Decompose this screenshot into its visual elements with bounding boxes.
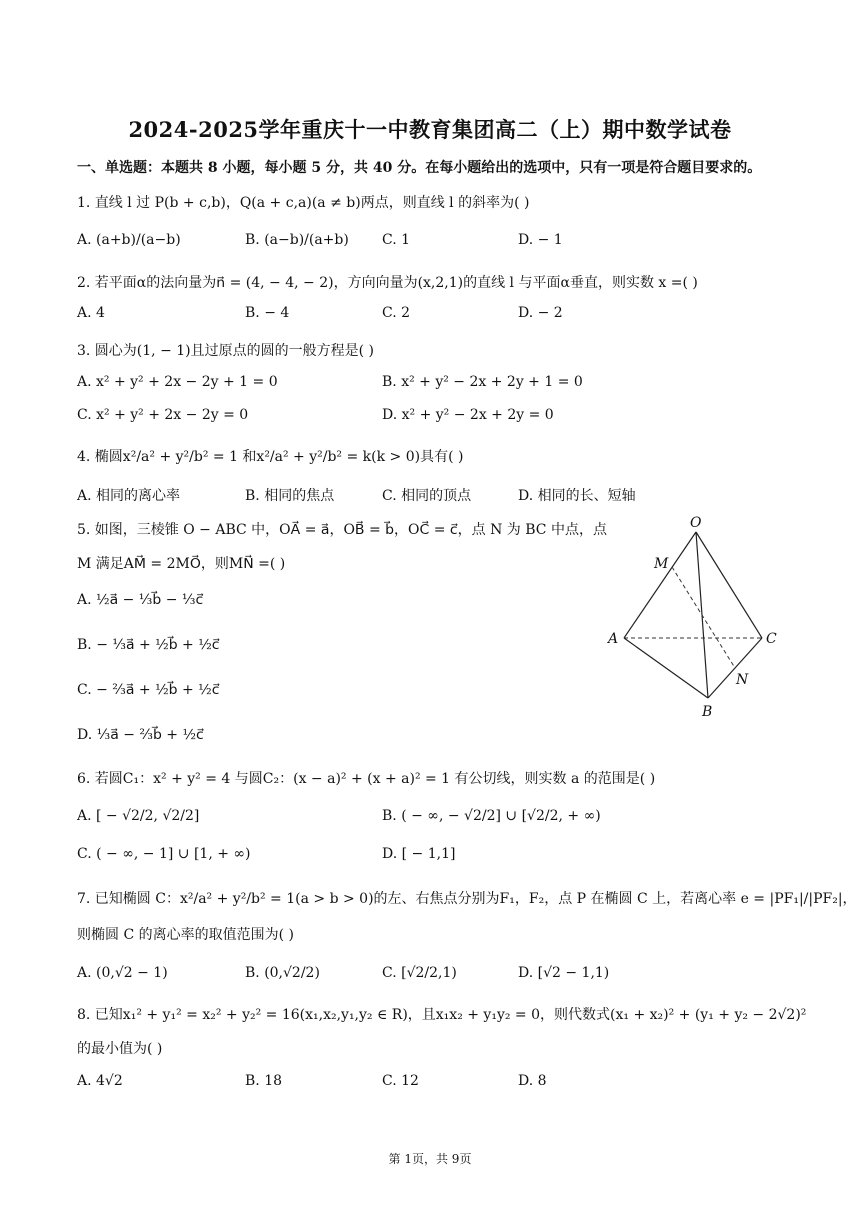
edge-oa — [624, 532, 696, 638]
q8-option-c: C. 12 — [382, 1073, 419, 1089]
question-2-stem: 2. 若平面α的法向量为n⃗ = (4, − 4, − 2)，方向向量为(x,2,1)的直线 l 与平面α垂直，则实数 x =( ) — [77, 275, 698, 291]
q8-option-d: D. 8 — [518, 1073, 547, 1089]
label-m: M — [654, 556, 669, 572]
label-a: A — [608, 631, 619, 647]
q4-option-d: D. 相同的长、短轴 — [518, 488, 636, 504]
q2-option-c: C. 2 — [382, 305, 411, 321]
q2-option-b: B. − 4 — [245, 305, 290, 321]
q1-option-b: B. (a−b)/(a+b) — [245, 232, 349, 248]
q6-option-b: B. ( − ∞, − √2/2] ∪ [√2/2, + ∞) — [382, 808, 601, 824]
tetrahedron-figure — [604, 512, 794, 722]
q3-option-c: C. x² + y² + 2x − 2y = 0 — [77, 407, 249, 423]
question-1-stem: 1. 直线 l 过 P(b + c,b)，Q(a + c,a)(a ≠ b)两点，则直线 l 的斜率为( ) — [77, 195, 530, 211]
question-8-stem: 8. 已知x₁² + y₁² = x₂² + y₂² = 16(x₁,x₂,y₁,y₂ ∈ R)，且x₁x₂ + y₁y₂ = 0，则代数式(x₁ + x₂)² + (y₁ + y₂ − 2√2)² — [77, 1007, 807, 1023]
q1-option-d: D. − 1 — [518, 232, 563, 248]
q4-option-a: A. 相同的离心率 — [77, 488, 181, 504]
q5-option-a: A. ½a⃗ − ⅓b⃗ − ⅓c⃗ — [77, 592, 204, 608]
q6-option-d: D. [ − 1,1] — [382, 846, 456, 862]
q5-option-b: B. − ⅓a⃗ + ½b⃗ + ½c⃗ — [77, 637, 220, 653]
page-footer: 第 1页，共 9页 — [388, 1152, 472, 1166]
q6-option-c: C. ( − ∞, − 1] ∪ [1, + ∞) — [77, 846, 251, 862]
question-5-stem-line2: M 满足AM⃗ = 2MO⃗，则MN⃗ =( ) — [77, 556, 286, 572]
q2-option-d: D. − 2 — [518, 305, 563, 321]
q4-option-c: C. 相同的顶点 — [382, 488, 472, 504]
q1-option-c: C. 1 — [382, 232, 411, 248]
section-heading: 一、单选题：本题共 8 小题，每小题 5 分，共 40 分。在每小题给出的选项中，只有一项是符合题目要求的。 — [77, 160, 762, 176]
q7-option-a: A. (0,√2 − 1) — [77, 965, 168, 981]
question-6-stem: 6. 若圆C₁：x² + y² = 4 与圆C₂：(x − a)² + (x + a)² = 1 有公切线，则实数 a 的范围是( ) — [77, 771, 656, 787]
q1-option-a: A. (a+b)/(a−b) — [77, 232, 181, 248]
q7-option-d: D. [√2 − 1,1) — [518, 965, 610, 981]
question-8-stem-line2: 的最小值为( ) — [77, 1041, 163, 1057]
question-5-stem: 5. 如图，三棱锥 O − ABC 中，OA⃗ = a⃗，OB⃗ = b⃗，OC⃗ = c⃗，点 N 为 BC 中点，点 — [77, 522, 607, 538]
question-3-stem: 3. 圆心为(1, − 1)且过原点的圆的一般方程是( ) — [77, 343, 375, 359]
q8-option-a: A. 4√2 — [77, 1073, 123, 1089]
q3-option-b: B. x² + y² − 2x + 2y + 1 = 0 — [382, 374, 583, 390]
label-n: N — [736, 672, 749, 688]
edge-ab — [624, 638, 708, 698]
question-7-stem-line2: 则椭圆 C 的离心率的取值范围为( ) — [77, 927, 294, 943]
q8-option-b: B. 18 — [245, 1073, 283, 1089]
q3-option-a: A. x² + y² + 2x − 2y + 1 = 0 — [77, 374, 278, 390]
q4-option-b: B. 相同的焦点 — [245, 488, 335, 504]
q7-option-c: C. [√2/2,1) — [382, 965, 457, 981]
label-b: B — [702, 704, 713, 720]
q5-option-c: C. − ⅔a⃗ + ½b⃗ + ½c⃗ — [77, 682, 220, 698]
segment-mn — [672, 567, 735, 668]
question-4-stem: 4. 椭圆x²/a² + y²/b² = 1 和x²/a² + y²/b² = k(k > 0)具有( ) — [77, 449, 464, 465]
question-7-stem: 7. 已知椭圆 C：x²/a² + y²/b² = 1(a > b > 0)的左、右焦点分别为F₁，F₂，点 P 在椭圆 C 上，若离心率 e = |PF₁|/|PF₂|， — [77, 891, 857, 907]
label-o: O — [690, 515, 702, 531]
q3-option-d: D. x² + y² − 2x + 2y = 0 — [382, 407, 554, 423]
q2-option-a: A. 4 — [77, 305, 105, 321]
page-title: 2024-2025学年重庆十一中教育集团高二（上）期中数学试卷 — [128, 117, 732, 142]
q5-option-d: D. ⅓a⃗ − ⅔b⃗ + ½c⃗ — [77, 727, 204, 743]
label-c: C — [766, 631, 777, 647]
q6-option-a: A. [ − √2/2, √2/2] — [77, 808, 200, 824]
q7-option-b: B. (0,√2/2) — [245, 965, 320, 981]
